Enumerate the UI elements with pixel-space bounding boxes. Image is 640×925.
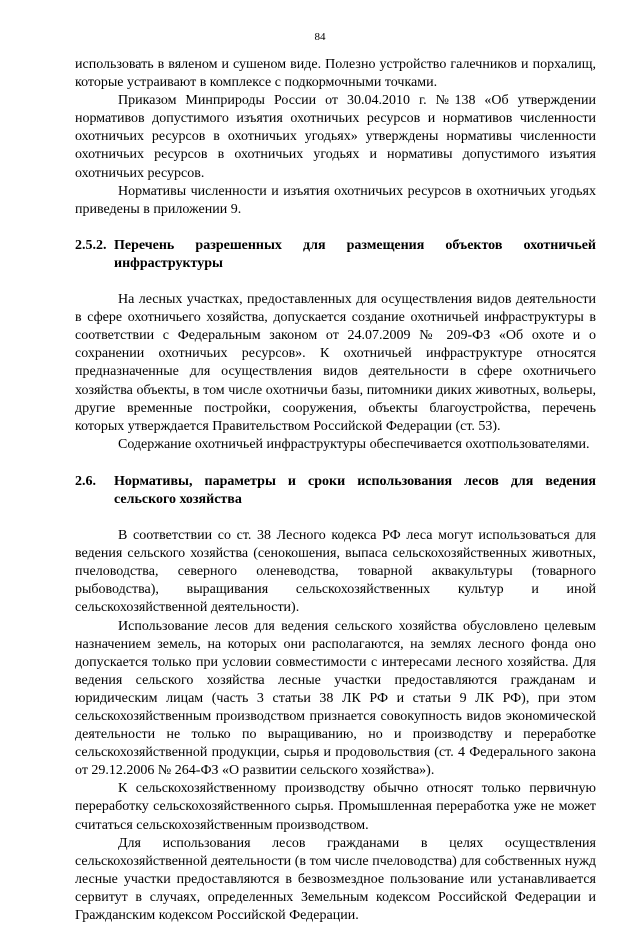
paragraph-agricultural-use-conditions: Использование лесов для ведения сельского хозяйства обусловлено целевым назначением земель, на которых они располагаются, на землях лесного фонда оно допускается только при условии совместимости с интересами лесного хозяйства. Для ведения сельского хозяйства лесные участки предоставляются гражданам и юридическим лицам (часть 3 статьи 38 ЛК РФ и статьи 9 ЛК РФ), при этом сельскохозяйственным производством признается совокупность видов экономической деятельности не только по выращиванию, но и производству и переработке сельскохозяйственной продукции, сырья и продовольствия (ст. 4 Федерального закона от 29.12.2006 № 264-ФЗ «О развитии сельского хозяйства»). [75, 618, 596, 779]
paragraph-continuation: использовать в вяленом и сушеном виде. Полезно устройство галечников и порхалищ, которые устраивают в комплексе с подкормочными точками. [75, 57, 596, 91]
paragraph-order-minprirody: Приказом Минприроды России от 30.04.2010 г. №138 «Об утверждении нормативов допустимого изъятия охотничьих ресурсов и нормативов численности охотничьих ресурсов в охотничьих угодьях» утверждены нормативы численности охотничьих ресурсов в охотничьих угодьях и нормативы допустимого изъятия охотничьих ресурсов. [75, 93, 596, 181]
page-number: 84 [314, 31, 326, 43]
section-title: Нормативы, параметры и сроки использования лесов для ведения сельского хозяйства [114, 473, 596, 507]
paragraph-appendix-reference: Нормативы численности и изъятия охотничьих ресурсов в охотничьих угодьях приведены в приложении 9. [75, 183, 596, 217]
paragraph-infrastructure-maintenance: Содержание охотничьей инфраструктуры обеспечивается охотпользователями. [118, 436, 590, 452]
section-number: 2.5.2. [75, 237, 107, 253]
section-number: 2.6. [75, 473, 96, 489]
section-heading-2-5-2 [75, 237, 596, 273]
paragraph-primary-processing: К сельскохозяйственному производству обычно относят только первичную переработку сельскохозяйственного сырья. Промышленная переработка уже не может считаться сельскохозяйственным производством. [75, 781, 596, 833]
paragraph-forest-code-article-38: В соответствии со ст. 38 Лесного кодекса РФ леса могут использоваться для ведения сельского хозяйства (сенокошения, выпаса сельскохозяйственных животных, пчеловодства, северного оленеводства, товарной аквакультуры (товарного рыбоводства), выращивания сельскохозяйственных культур и иной сельскохозяйственной деятельности). [75, 528, 596, 616]
page-content [75, 56, 596, 925]
paragraph-hunting-infrastructure: На лесных участках, предоставленных для осуществления видов деятельности в сфере охотничьего хозяйства, допускается создание охотничьей инфраструктуры в соответствии с Федеральным законом от 24.07.2009 № 209-ФЗ «Об охоте и о сохранении охотничьих ресурсов». К охотничьей инфраструктуре относятся предназначенные для осуществления видов деятельности в сфере охотничьего хозяйства объекты, в том числе охотничьи базы, питомники диких животных, вольеры, другие временные постройки, сооружения, объекты благоустройства, перечень которых утверждается Правительством Российской Федерации (ст. 53). [75, 292, 596, 434]
section-title: Перечень разрешенных для размещения объектов охотничьей инфраструктуры [114, 237, 596, 271]
section-heading-2-6 [75, 473, 596, 509]
paragraph-free-use-servitude: Для использования лесов гражданами в целях осуществления сельскохозяйственной деятельности (в том числе пчеловодства) для собственных нужд лесные участки предоставляются в безвозмездное пользование или устанавливается сервитут в случаях, определенных Земельным кодексом Российской Федерации и Гражданским кодексом Российской Федерации. [75, 835, 596, 924]
